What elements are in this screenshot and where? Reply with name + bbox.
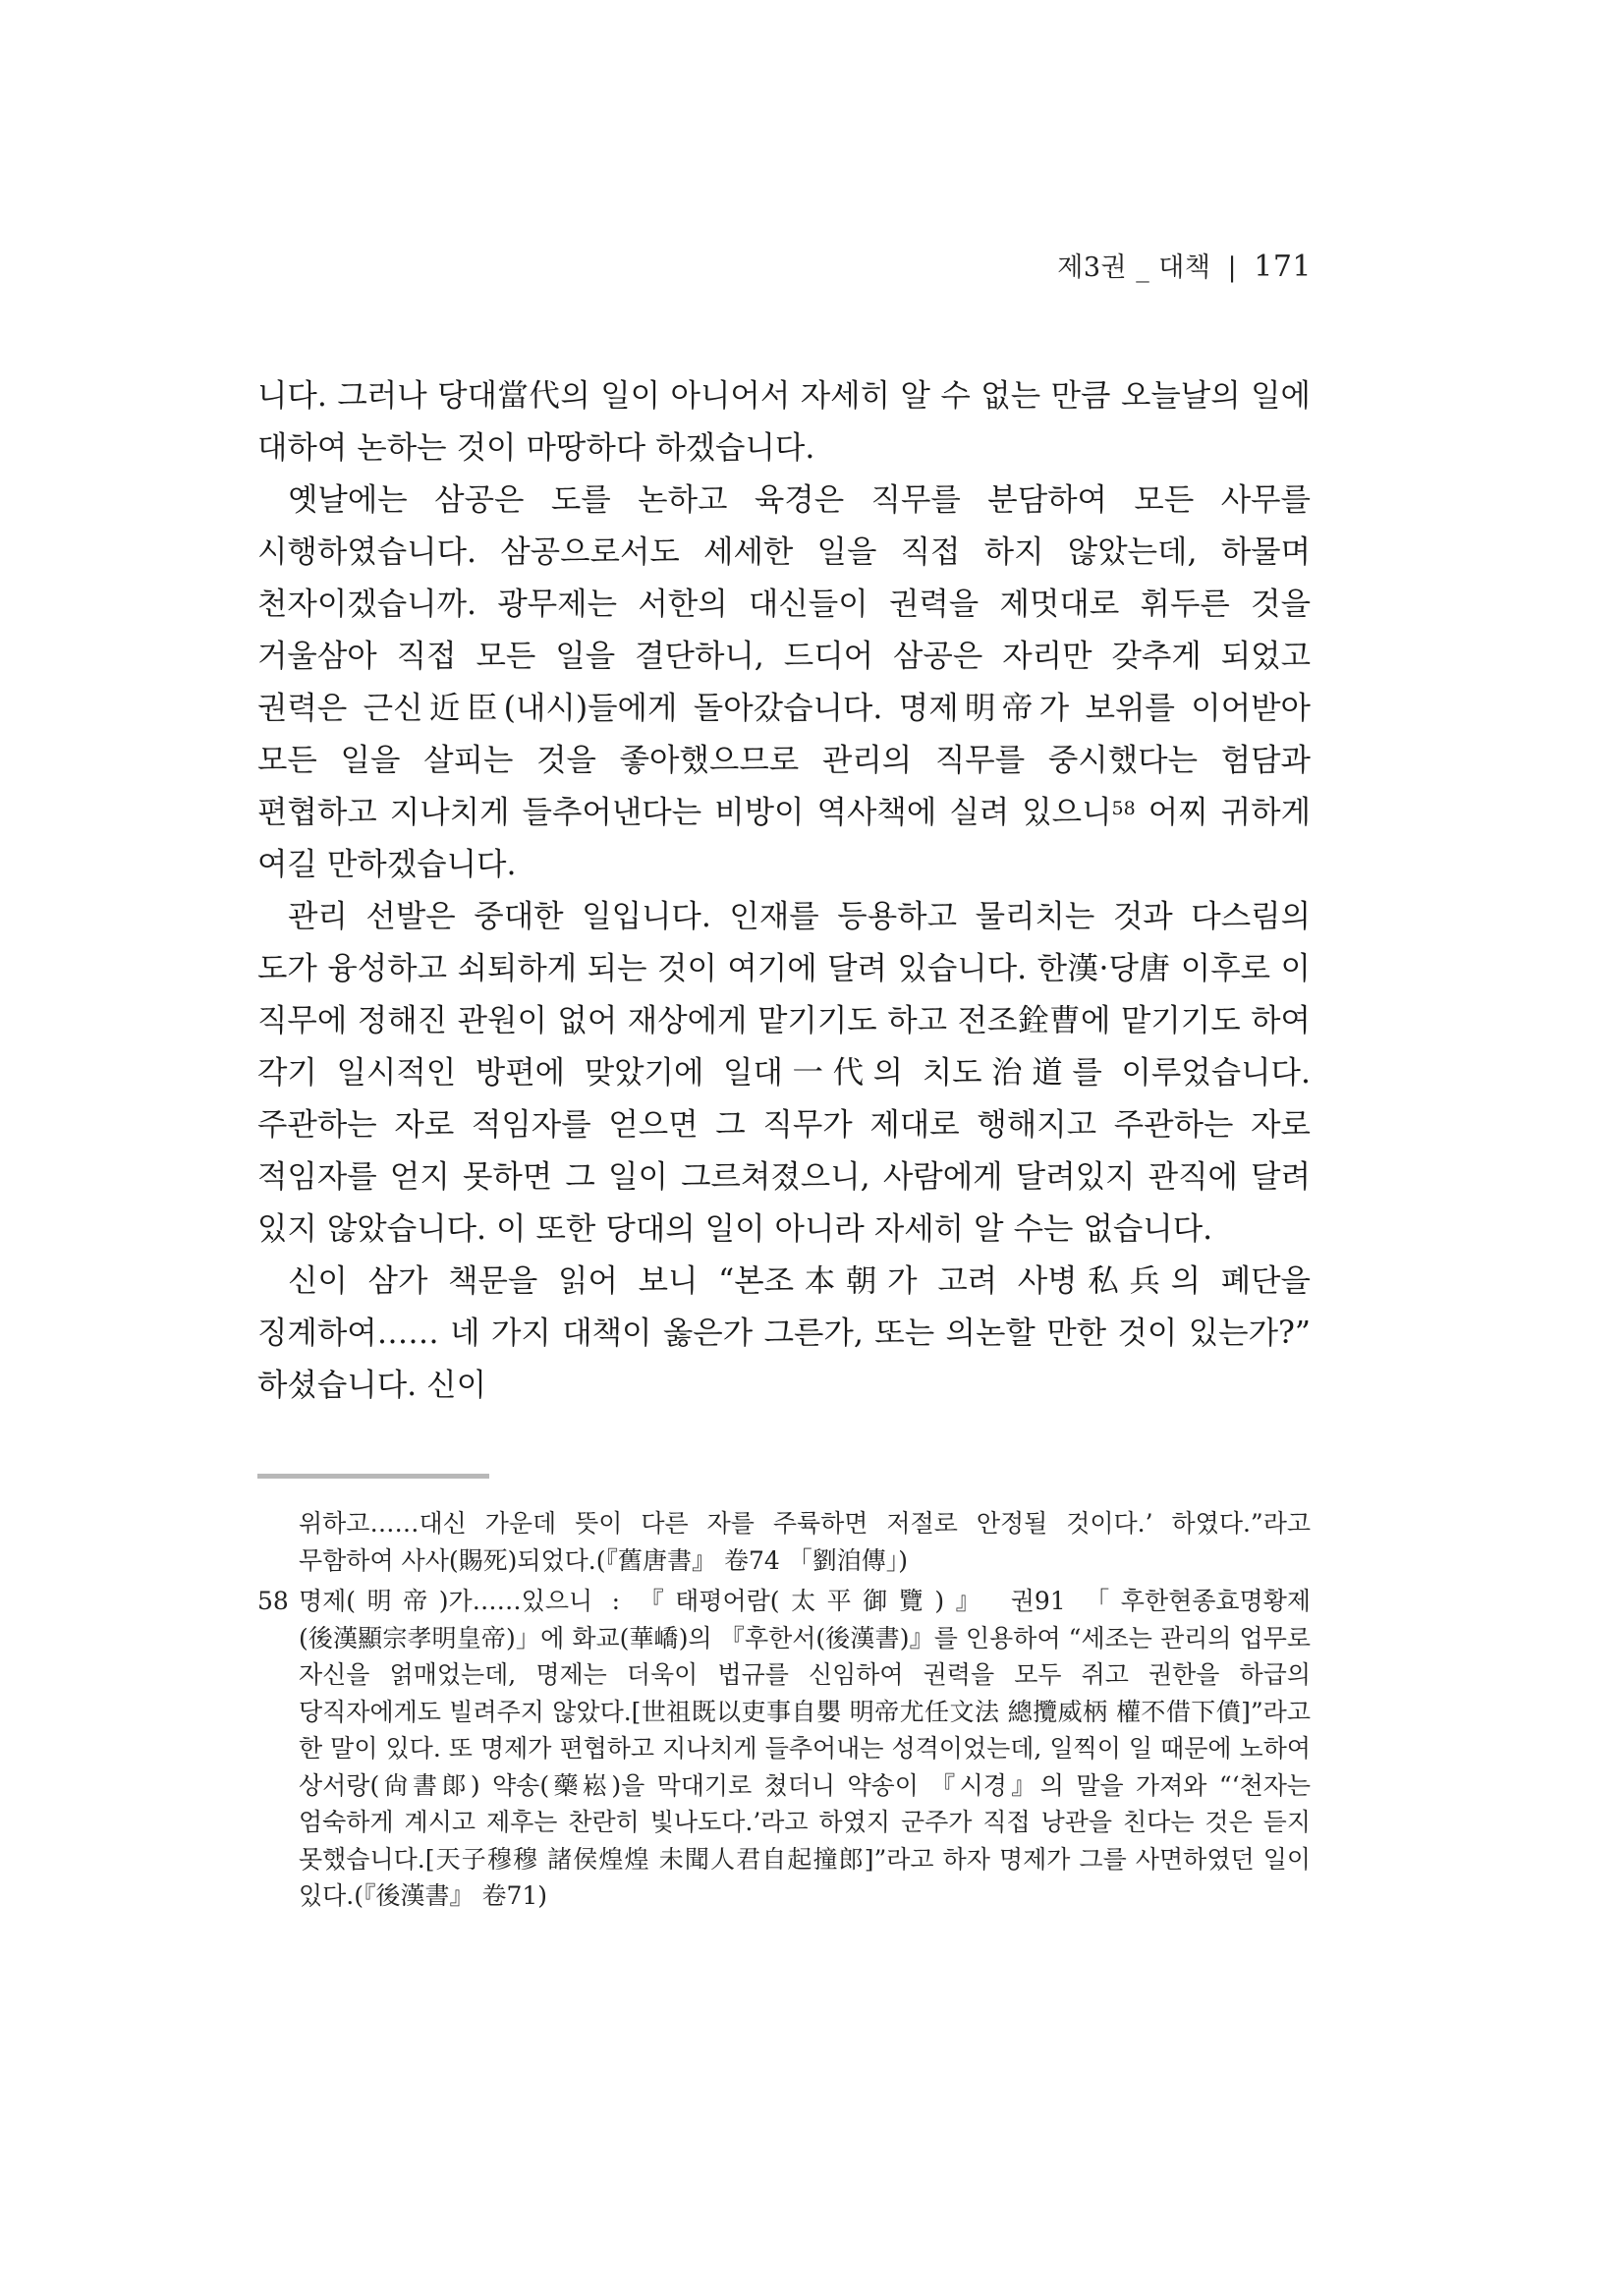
footnotes	[257, 1505, 1311, 1915]
paragraph-2-tail: 어찌 귀하게 여길 만하겠습니다.	[257, 795, 1312, 882]
paragraph-2	[257, 475, 1311, 891]
header-separator: |	[1227, 252, 1238, 283]
footnote-ref-58: 58	[1111, 798, 1136, 819]
footnote-continued: 위하고……대신 가운데 뜻이 다른 자를 주륙하면 저절로 안정될 것이다.’ 하였다.”라고 무함하여 사사(賜死)되었다.(『舊唐書』 卷74 「劉洎傳」)	[299, 1509, 1311, 1575]
paragraph-3: 관리 선발은 중대한 일입니다. 인재를 등용하고 물리치는 것과 다스림의 도가 융성하고 쇠퇴하게 되는 것이 여기에 달려 있습니다. 한漢·당唐 이후로 이 직무에 정해진 관원이 없어 재상에게 맡기기도 하고 전조銓曹에 맡기기도 하여 각기 일시적인 방편에 맞았기에 일대一代의 치도治道를 이루었습니다. 주관하는 자로 적임자를 얻으면 그 직무가 제대로 행해지고 주관하는 자로 적임자를 얻지 못하면 그 일이 그르쳐졌으니, 사람에게 달려있지 관직에 달려 있지 않았습니다. 이 또한 당대의 일이 아니라 자세히 알 수는 없습니다.	[257, 899, 1311, 1247]
main-text	[257, 370, 1311, 1412]
paragraph-1: 니다. 그러나 당대當代의 일이 아니어서 자세히 알 수 없는 만큼 오늘날의 일에 대하여 논하는 것이 마땅하다 하겠습니다.	[257, 378, 1311, 466]
footnote-text: 명제(明帝)가……있으니 : 『태평어람(太平御覽)』 권91 「후한현종효명황제(後漢顯宗孝明皇帝)」에 화교(華嶠)의 『후한서(後漢書)』를 인용하여 “세조는 관리의 업무로 자신을 얽매었는데, 명제는 더욱이 법규를 신임하여 권력을 모두 쥐고 권한을 하급의 당직자에게도 빌려주지 않았다.[世祖既以吏事自嬰 明帝尤任文法 總攬威柄 權不借下僨]”라고 한 말이 있다. 또 명제가 편협하고 지나치게 들추어내는 성격이었는데, 일찍이 일 때문에 노하여 상서랑(尙書郞) 약송(藥崧)을 막대기로 쳤더니 약송이 『시경』의 말을 가져와 “‘천자는 엄숙하게 계시고 제후는 찬란히 빛나도다.’라고 하였지 군주가 직접 낭관을 친다는 것은 듣지 못했습니다.[天子穆穆 諸侯煌煌 未聞人君自起撞郎]”라고 하자 명제가 그를 사면하였던 일이 있다.(『後漢書』 卷71)	[299, 1587, 1311, 1910]
footnote-number: 58	[257, 1587, 289, 1615]
page-number: 171	[1254, 250, 1312, 284]
footnote-58	[257, 1583, 1311, 1915]
paragraph-2-text: 옛날에는 삼공은 도를 논하고 육경은 직무를 분담하여 모든 사무를 시행하였습니다. 삼공으로서도 세세한 일을 직접 하지 않았는데, 하물며 천자이겠습니까. 광무제는 서한의 대신들이 권력을 제멋대로 휘두른 것을 거울삼아 직접 모든 일을 결단하니, 드디어 삼공은 자리만 갖추게 되었고 권력은 근신近臣(내시)들에게 돌아갔습니다. 명제明帝가 보위를 이어받아 모든 일을 살피는 것을 좋아했으므로 관리의 직무를 중시했다는 험담과 편협하고 지나치게 들추어낸다는 비방이 역사책에 실려 있으니	[257, 482, 1311, 830]
running-header	[1057, 246, 1312, 284]
paragraph-4: 신이 삼가 책문을 읽어 보니 “본조本朝가 고려 사병私兵의 폐단을 징계하여…… 네 가지 대책이 옳은가 그른가, 또는 의논할 만한 것이 있는가?” 하셨습니다. 신이	[257, 1263, 1311, 1403]
header-section-title: 제3권 _ 대책	[1057, 252, 1211, 283]
footnote-divider	[257, 1474, 489, 1479]
